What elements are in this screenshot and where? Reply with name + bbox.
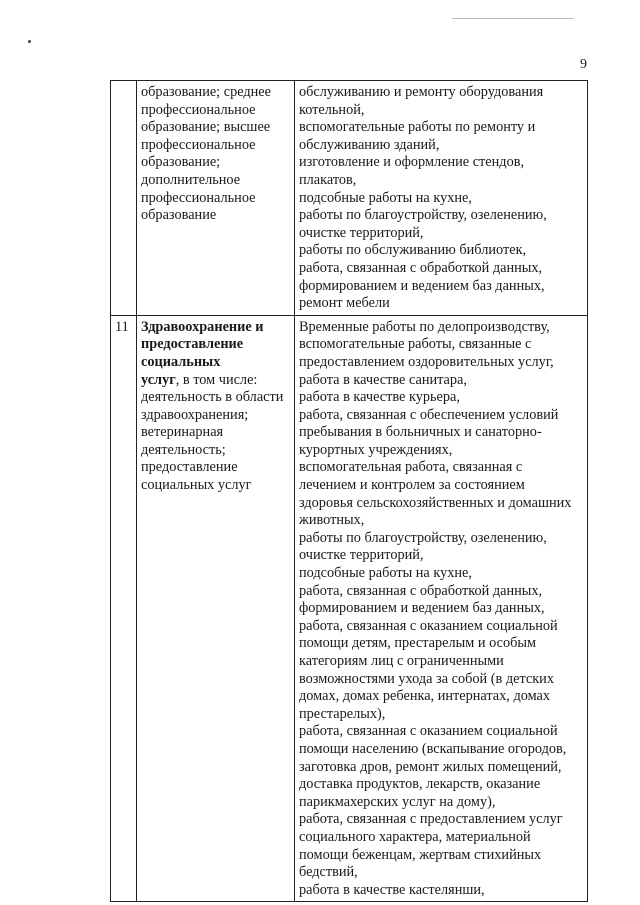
sector-line: дополнительное <box>141 171 241 188</box>
works-line: домах, домах ребенка, интернатах, домах <box>299 688 551 705</box>
works-line: работа в качестве кастелянши, <box>299 881 485 898</box>
works-line: категориям лиц с ограниченными <box>299 653 504 669</box>
works-line: работы по благоустройству, озеленению, <box>299 529 547 546</box>
works-line: помощи беженцам, жертвам стихийных <box>299 846 542 863</box>
works-line: обслуживанию и ремонту оборудования <box>299 84 544 100</box>
works-line: работа, связанная с обработкой данных, <box>299 582 543 599</box>
works-line: пребывания в больничных и санаторно- <box>299 424 542 441</box>
works-line: работа, связанная с предоставлением услуг <box>299 811 563 828</box>
works-line: очистке территорий, <box>299 224 424 241</box>
works-line: здоровья сельскохозяйственных и домашних <box>299 494 572 511</box>
works-line: заготовка дров, ремонт жилых помещений, <box>299 758 562 775</box>
row-number-cell: 11 <box>111 315 137 902</box>
sector-line: профессиональное <box>141 101 256 118</box>
works-line: курортных учреждениях, <box>299 441 453 458</box>
row-number-cell <box>111 81 137 316</box>
works-line: вспомогательная работа, связанная с <box>299 459 523 476</box>
sector-line: образование; высшее <box>141 119 271 136</box>
works-line: формированием и ведением баз данных, <box>299 277 545 294</box>
works-cell <box>295 81 588 316</box>
sector-line: деятельность; <box>141 441 226 458</box>
sector-line: предоставление <box>141 459 238 476</box>
works-line: обслуживанию зданий, <box>299 136 440 153</box>
works-line: Временные работы по делопроизводству, <box>299 318 550 335</box>
works-line: животных, <box>299 512 365 529</box>
occupations-table <box>110 80 588 902</box>
works-line: работа, связанная с обеспечением условий <box>299 406 559 423</box>
works-line: работа, связанная с оказанием социальной <box>299 617 558 634</box>
sector-title-line: социальных <box>141 353 221 370</box>
works-line: формированием и ведением баз данных, <box>299 600 545 617</box>
sector-line: образование; <box>141 154 221 171</box>
works-line: котельной, <box>299 101 365 118</box>
table-body <box>111 81 588 902</box>
works-line: вспомогательные работы, связанные с <box>299 336 532 353</box>
works-cell <box>295 315 588 902</box>
table-row-11 <box>111 315 588 902</box>
sector-line: профессиональное <box>141 136 256 153</box>
sector-line: профессиональное <box>141 189 256 206</box>
sector-line: образование; среднее <box>141 84 271 100</box>
works-line: работа, связанная с оказанием социальной <box>299 723 558 740</box>
works-line: плакатов, <box>299 171 357 188</box>
sector-title-line: Здравоохранение и <box>141 318 264 335</box>
sector-line-fragment: , в том числе: <box>175 371 258 388</box>
works-line: лечением и контролем за состоянием <box>299 477 525 494</box>
sector-cell <box>137 81 295 316</box>
table-row-continued <box>111 81 588 316</box>
works-line: помощи детям, престарелым и особым <box>299 635 537 652</box>
sector-title-line: предоставление <box>141 336 244 353</box>
works-line: бедствий, <box>299 864 358 881</box>
works-line: престарелых), <box>299 705 386 722</box>
scan-artifact-line <box>452 18 574 19</box>
sector-line-mixed <box>141 372 291 390</box>
works-line: изготовление и оформление стендов, <box>299 154 525 171</box>
page-number: 9 <box>580 57 587 72</box>
sector-line: деятельность в области <box>141 389 284 406</box>
works-line: работа в качестве курьера, <box>299 389 460 406</box>
works-line: подсобные работы на кухне, <box>299 189 472 206</box>
sector-line: ветеринарная <box>141 424 224 441</box>
works-line: очистке территорий, <box>299 547 424 564</box>
sector-title-fragment: услуг <box>141 371 176 388</box>
works-line: работы по обслуживанию библиотек, <box>299 242 527 259</box>
works-line: ремонт мебели <box>299 295 390 312</box>
works-line: социального характера, материальной <box>299 828 531 845</box>
works-line: вспомогательные работы по ремонту и <box>299 119 536 136</box>
works-line: работа, связанная с обработкой данных, <box>299 259 543 276</box>
works-line: доставка продуктов, лекарств, оказание <box>299 776 541 793</box>
sector-cell <box>137 315 295 902</box>
works-line: работы по благоустройству, озеленению, <box>299 207 547 224</box>
works-line: работа в качестве санитара, <box>299 371 467 388</box>
works-line: подсобные работы на кухне, <box>299 565 472 582</box>
works-line: возможностями ухода за собой (в детских <box>299 670 554 687</box>
scan-speck <box>28 40 31 43</box>
works-line: парикмахерских услуг на дому), <box>299 793 496 810</box>
sector-line: образование <box>141 207 217 224</box>
sector-line: социальных услуг <box>141 477 252 494</box>
works-line: предоставлением оздоровительных услуг, <box>299 353 554 370</box>
sector-line: здравоохранения; <box>141 406 249 423</box>
works-line: помощи населению (вскапывание огородов, <box>299 740 567 757</box>
